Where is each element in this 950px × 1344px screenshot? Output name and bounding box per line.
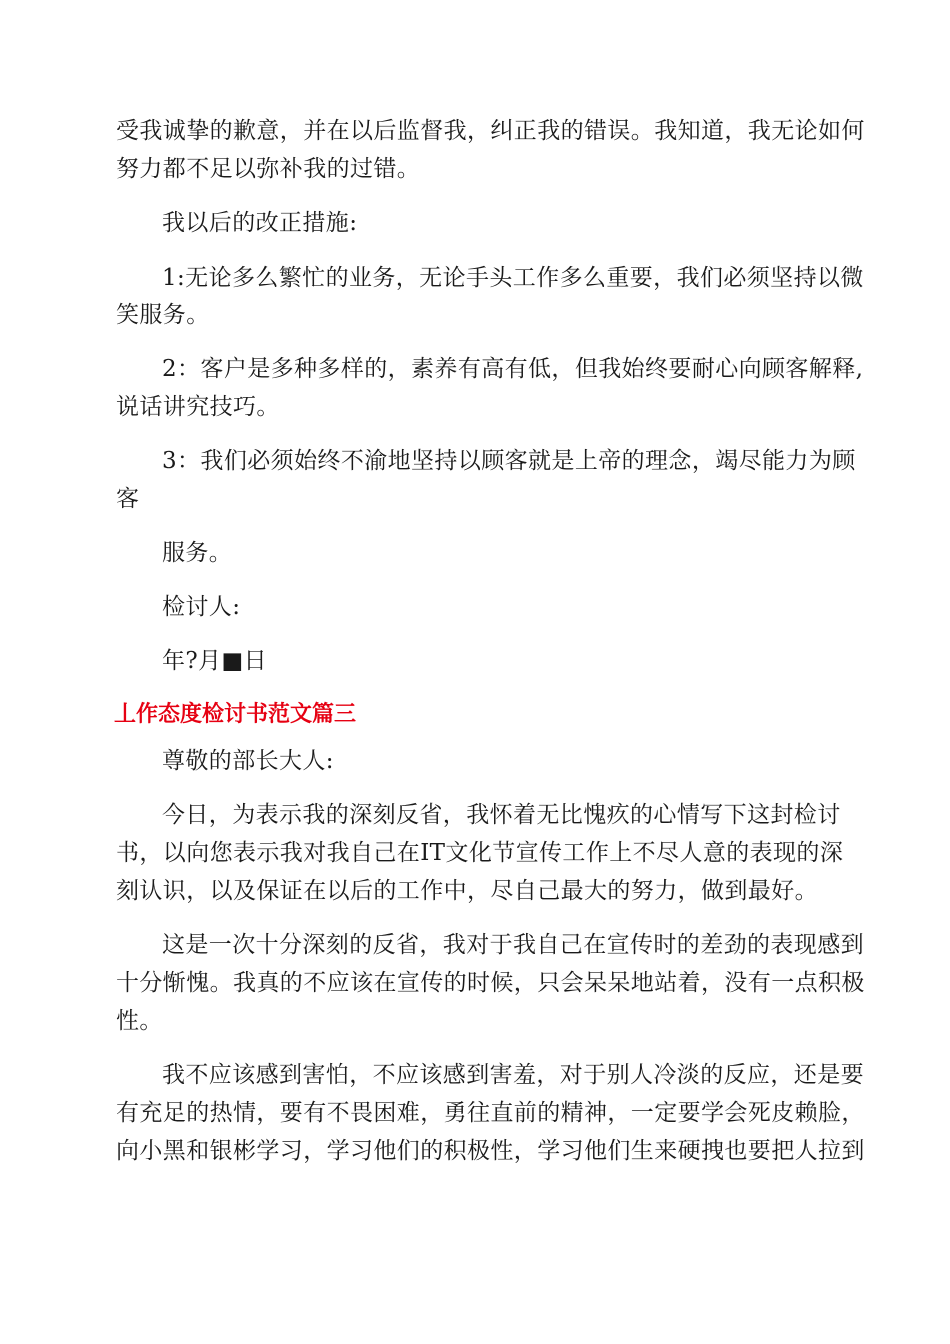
list-item-2-line: 说话讲究技巧。 [116, 394, 280, 420]
paragraph-line: 向小黑和银彬学习，学习他们的积极性，学习他们生来硬拽也要把人拉到 [116, 1138, 865, 1164]
salutation: 尊敬的部长大人: [162, 748, 334, 774]
paragraph-line: 有充足的热情，要有不畏困难，勇往直前的精神，一定要学会死皮赖脸， [116, 1100, 865, 1126]
paragraph-line: 服务。 [162, 540, 233, 566]
list-item-1-line: 1:无论多么繁忙的业务，无论手头工作多么重要，我们必须坚持以微 [162, 265, 864, 291]
paragraph-line: 受我诚挚的歉意，并在以后监督我，纠正我的错误。我知道，我无论如何 [116, 118, 865, 144]
paragraph-line: 努力都不足以弥补我的过错。 [116, 156, 421, 182]
paragraph-line: 十分惭愧。我真的不应该在宣传的时候，只会呆呆地站着，没有一点积极 [116, 970, 865, 996]
list-item-2-line: 2：客户是多种多样的，素养有高有低，但我始终要耐心向顾客解释, [162, 356, 864, 382]
paragraph-line: 我不应该感到害怕，不应该感到害羞，对于别人冷淡的反应，还是要 [162, 1062, 864, 1088]
paragraph-line: 刻认识，以及保证在以后的工作中，尽自己最大的努力，做到最好。 [116, 878, 818, 904]
list-item-1-line: 笑服务。 [116, 302, 210, 328]
date-line: 年?月■日 [162, 648, 268, 674]
list-item-3-line: 客 [116, 486, 140, 512]
paragraph-line: 书，以向您表示我对我自己在IT文化节宣传工作上不尽人意的表现的深 [116, 840, 844, 866]
paragraph-line: 这是一次十分深刻的反省，我对于我自己在宣传时的差劲的表现感到 [162, 932, 864, 958]
list-item-3-line: 3：我们必须始终不渝地坚持以顾客就是上帝的理念，竭尽能力为顾 [162, 448, 856, 474]
paragraph-line: 性。 [116, 1008, 163, 1034]
paragraph-line: 今日，为表示我的深刻反省，我怀着无比愧疚的心情写下这封检讨 [162, 802, 841, 828]
signature-label: 检讨人: [162, 594, 241, 620]
paragraph-line: 我以后的改正措施: [162, 210, 358, 236]
section-heading: 丄作态度检讨书范文篇三 [114, 702, 357, 727]
